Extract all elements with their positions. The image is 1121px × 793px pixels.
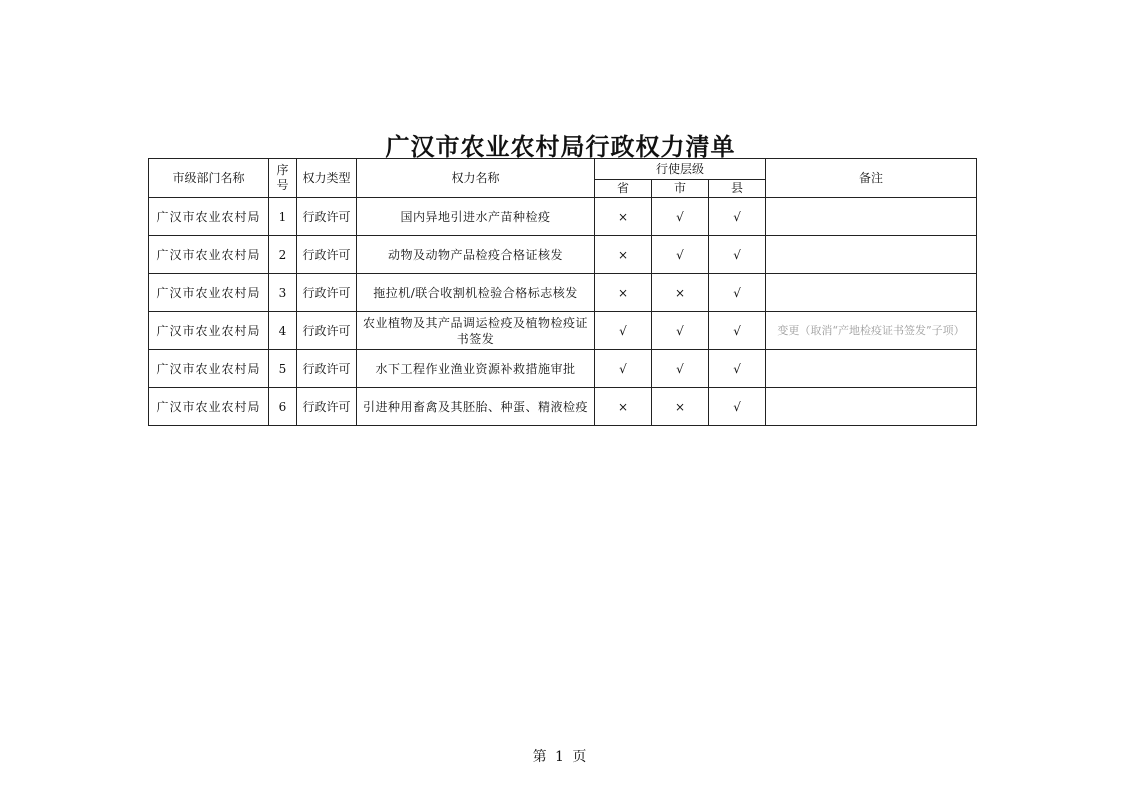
cell-remark — [766, 236, 977, 274]
cell-dept: 广汉市农业农村局 — [149, 388, 269, 426]
table-row — [149, 312, 977, 350]
cell-province: × — [595, 388, 652, 426]
cell-seq: 4 — [269, 312, 297, 350]
cell-type: 行政许可 — [297, 312, 357, 350]
header-dept: 市级部门名称 — [149, 159, 269, 198]
cell-county: √ — [709, 388, 766, 426]
cell-type: 行政许可 — [297, 274, 357, 312]
table-row — [149, 388, 977, 426]
table-row — [149, 236, 977, 274]
cell-province: × — [595, 198, 652, 236]
header-remark: 备注 — [766, 159, 977, 198]
cell-county: √ — [709, 236, 766, 274]
header-province: 省 — [595, 180, 652, 198]
cell-power-name: 国内异地引进水产苗种检疫 — [357, 198, 595, 236]
cell-county: √ — [709, 312, 766, 350]
cell-seq: 2 — [269, 236, 297, 274]
cell-dept: 广汉市农业农村局 — [149, 198, 269, 236]
cell-power-name: 拖拉机/联合收割机检验合格标志核发 — [357, 274, 595, 312]
cell-province: × — [595, 236, 652, 274]
page-number: 第 1 页 — [532, 749, 589, 765]
table-row — [149, 198, 977, 236]
cell-power-name: 水下工程作业渔业资源补救措施审批 — [357, 350, 595, 388]
cell-dept: 广汉市农业农村局 — [149, 274, 269, 312]
header-seq: 序号 — [269, 159, 297, 198]
cell-dept: 广汉市农业农村局 — [149, 312, 269, 350]
cell-power-name: 农业植物及其产品调运检疫及植物检疫证书签发 — [357, 312, 595, 350]
header-city: 市 — [652, 180, 709, 198]
cell-city: √ — [652, 312, 709, 350]
cell-city: √ — [652, 350, 709, 388]
table-row — [149, 350, 977, 388]
cell-type: 行政许可 — [297, 388, 357, 426]
page-title: 广汉市农业农村局行政权力清单 — [385, 132, 736, 161]
cell-remark — [766, 274, 977, 312]
header-level-group: 行使层级 — [595, 159, 766, 180]
cell-power-name: 动物及动物产品检疫合格证核发 — [357, 236, 595, 274]
cell-remark — [766, 350, 977, 388]
cell-power-name: 引进种用畜禽及其胚胎、种蛋、精液检疫 — [357, 388, 595, 426]
cell-city: √ — [652, 198, 709, 236]
table-row — [149, 274, 977, 312]
cell-province: × — [595, 274, 652, 312]
cell-seq: 6 — [269, 388, 297, 426]
cell-province: √ — [595, 350, 652, 388]
header-county: 县 — [709, 180, 766, 198]
cell-remark: 变更（取消“产地检疫证书签发”子项） — [766, 312, 977, 350]
cell-seq: 1 — [269, 198, 297, 236]
cell-city: × — [652, 274, 709, 312]
cell-county: √ — [709, 274, 766, 312]
cell-province: √ — [595, 312, 652, 350]
cell-county: √ — [709, 198, 766, 236]
cell-remark — [766, 388, 977, 426]
cell-seq: 3 — [269, 274, 297, 312]
power-list-table — [148, 158, 977, 426]
header-name: 权力名称 — [357, 159, 595, 198]
cell-seq: 5 — [269, 350, 297, 388]
cell-city: √ — [652, 236, 709, 274]
header-type: 权力类型 — [297, 159, 357, 198]
cell-dept: 广汉市农业农村局 — [149, 350, 269, 388]
cell-county: √ — [709, 350, 766, 388]
cell-type: 行政许可 — [297, 236, 357, 274]
cell-city: × — [652, 388, 709, 426]
cell-dept: 广汉市农业农村局 — [149, 236, 269, 274]
cell-type: 行政许可 — [297, 198, 357, 236]
cell-remark — [766, 198, 977, 236]
cell-type: 行政许可 — [297, 350, 357, 388]
